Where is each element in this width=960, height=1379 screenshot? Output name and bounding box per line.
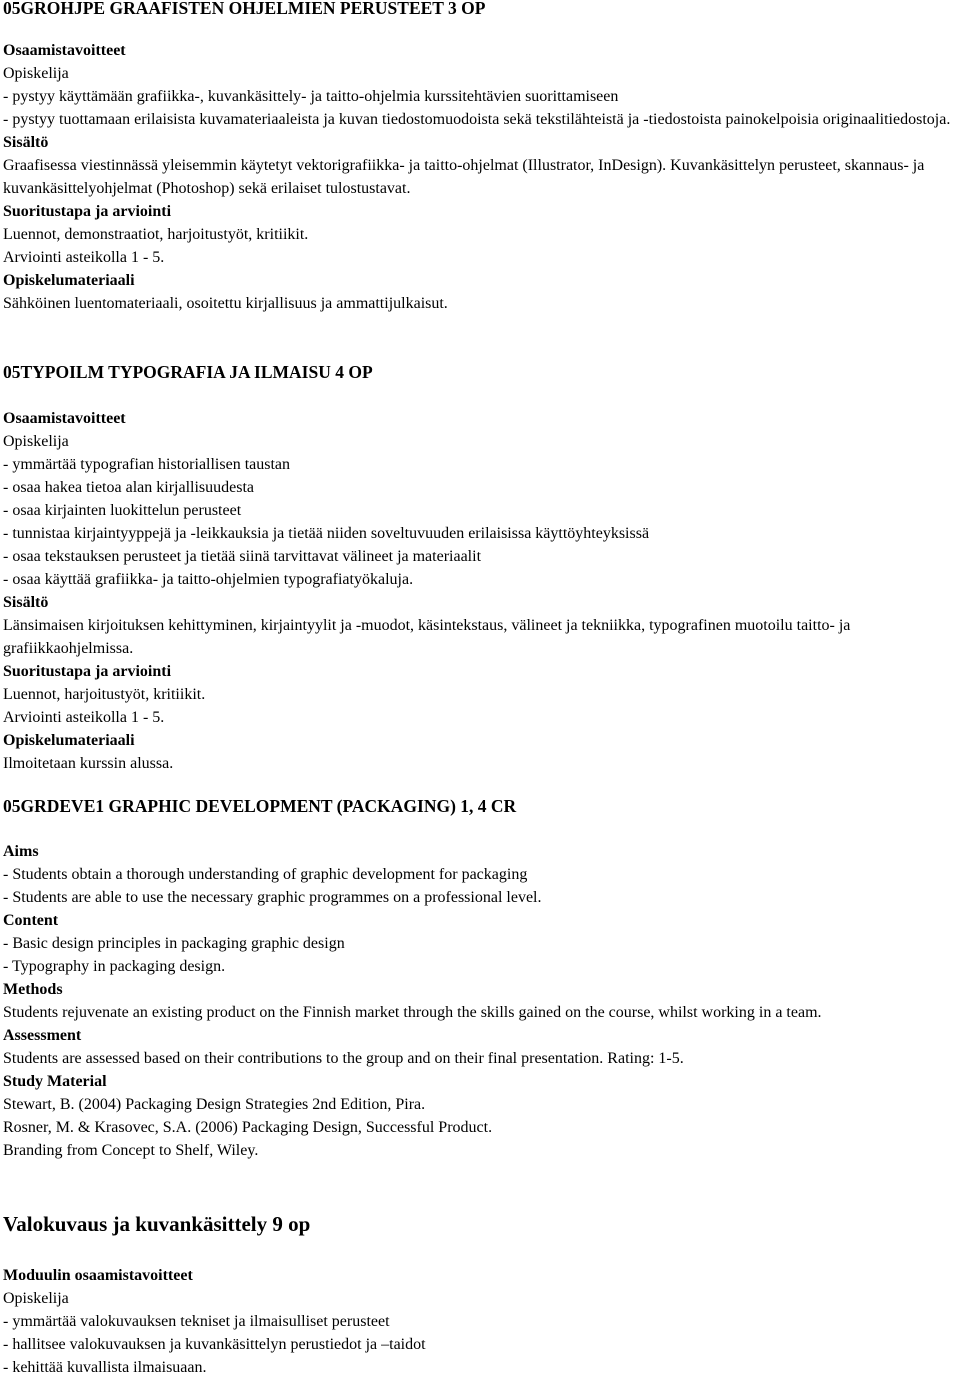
course-title: 05TYPOILM TYPOGRAFIA JA ILMAISU 4 OP	[3, 362, 373, 382]
content-text: Graafisessa viestinnässä yleisemmin käytetyt vektorigrafiikka- ja taitto-ohjelmat (Illustrator, InDesign). Kuvankäsittelyn perusteet, skannaus- ja kuvankäsittelyohjelmat (Photoshop) sekä erilaiset tulostustavat.	[3, 157, 925, 197]
methods-line: Arviointi asteikolla 1 - 5.	[3, 249, 165, 266]
content-line: - Basic design principles in packaging graphic design	[3, 935, 345, 952]
material-line: Ilmoitetaan kurssin alussa.	[3, 755, 174, 772]
methods-text: Students rejuvenate an existing product on the Finnish market through the skills gained on the course, whilst working in a team.	[3, 1004, 822, 1021]
material-line: Sähköinen luentomateriaali, osoitettu kirjallisuus ja ammattijulkaisut.	[3, 295, 448, 312]
module-aims-intro: Opiskelija	[3, 1290, 69, 1307]
material-line: Stewart, B. (2004) Packaging Design Strategies 2nd Edition, Pira.	[3, 1096, 426, 1113]
aims-line: - tunnistaa kirjaintyyppejä ja -leikkauksia ja tietää niiden soveltuvuuden erilaisissa käyttöyhteyksissä	[3, 525, 650, 542]
aims-line: - pystyy käyttämään grafiikka-, kuvankäsittely- ja taitto-ohjelmia kurssitehtävien suorittamiseen	[3, 88, 619, 105]
content-line: - Typography in packaging design.	[3, 958, 226, 975]
methods-line: Luennot, demonstraatiot, harjoitustyöt, kritiikit.	[3, 226, 309, 243]
course-section-graafiset-ohjelmat	[3, 0, 485, 18]
methods-heading: Suoritustapa ja arviointi	[3, 663, 172, 680]
content-heading: Content	[3, 912, 59, 929]
aims-heading: Aims	[3, 843, 39, 860]
assessment-text: Students are assessed based on their contributions to the group and on their final presentation. Rating: 1-5.	[3, 1050, 684, 1067]
module-aims-line: - kehittää kuvallista ilmaisuaan.	[3, 1359, 207, 1376]
module-title: Valokuvaus ja kuvankäsittely 9 op	[3, 1212, 311, 1236]
aims-line: - osaa käyttää grafiikka- ja taitto-ohjelmien typografiatyökaluja.	[3, 571, 414, 588]
aims-line: - Students obtain a thorough understanding of graphic development for packaging	[3, 866, 528, 883]
aims-heading: Osaamistavoitteet	[3, 42, 126, 59]
material-line: Branding from Concept to Shelf, Wiley.	[3, 1142, 259, 1159]
aims-line: - osaa tekstauksen perusteet ja tietää siinä tarvittavat välineet ja materiaalit	[3, 548, 482, 565]
material-heading: Study Material	[3, 1073, 107, 1090]
material-heading: Opiskelumateriaali	[3, 732, 135, 749]
course-title: 05GRDEVE1 GRAPHIC DEVELOPMENT (PACKAGING) 1, 4 CR	[3, 796, 517, 816]
aims-intro: Opiskelija	[3, 433, 69, 450]
aims-line: - osaa kirjainten luokittelun perusteet	[3, 502, 242, 519]
module-section	[3, 1211, 310, 1237]
content-heading: Sisältö	[3, 134, 49, 151]
methods-line: Arviointi asteikolla 1 - 5.	[3, 709, 165, 726]
assessment-heading: Assessment	[3, 1027, 82, 1044]
content-text: Länsimaisen kirjoituksen kehittyminen, kirjaintyylit ja -muodot, käsintekstaus, välineet ja tekniikka, typografinen muotoilu taitto- ja grafiikkaohjelmissa.	[3, 617, 851, 657]
material-line: Rosner, M. & Krasovec, S.A. (2006) Packaging Design, Successful Product.	[3, 1119, 493, 1136]
module-aims-heading: Moduulin osaamistavoitteet	[3, 1267, 193, 1284]
material-heading: Opiskelumateriaali	[3, 272, 135, 289]
methods-heading: Methods	[3, 981, 63, 998]
methods-heading: Suoritustapa ja arviointi	[3, 203, 172, 220]
module-aims-line: - hallitsee valokuvauksen ja kuvankäsittelyn perustiedot ja –taidot	[3, 1336, 426, 1353]
course-title: 05GROHJPE GRAAFISTEN OHJELMIEN PERUSTEET 3 OP	[3, 0, 486, 18]
aims-heading: Osaamistavoitteet	[3, 410, 126, 427]
course-section-typografia	[3, 362, 373, 382]
course-section-graphic-development	[3, 796, 516, 816]
aims-line: - pystyy tuottamaan erilaisista kuvamateriaaleista ja kuvan tiedostomuodoista sekä tekstilähteistä ja -tiedostoista painokelpoisia originaalitiedostoja.	[3, 111, 951, 128]
aims-line: - osaa hakea tietoa alan kirjallisuudesta	[3, 479, 255, 496]
content-heading: Sisältö	[3, 594, 49, 611]
aims-intro: Opiskelija	[3, 65, 69, 82]
methods-line: Luennot, harjoitustyöt, kritiikit.	[3, 686, 206, 703]
aims-line: - ymmärtää typografian historiallisen taustan	[3, 456, 291, 473]
module-aims-line: - ymmärtää valokuvauksen tekniset ja ilmaisulliset perusteet	[3, 1313, 390, 1330]
aims-line: - Students are able to use the necessary graphic programmes on a professional level.	[3, 889, 542, 906]
